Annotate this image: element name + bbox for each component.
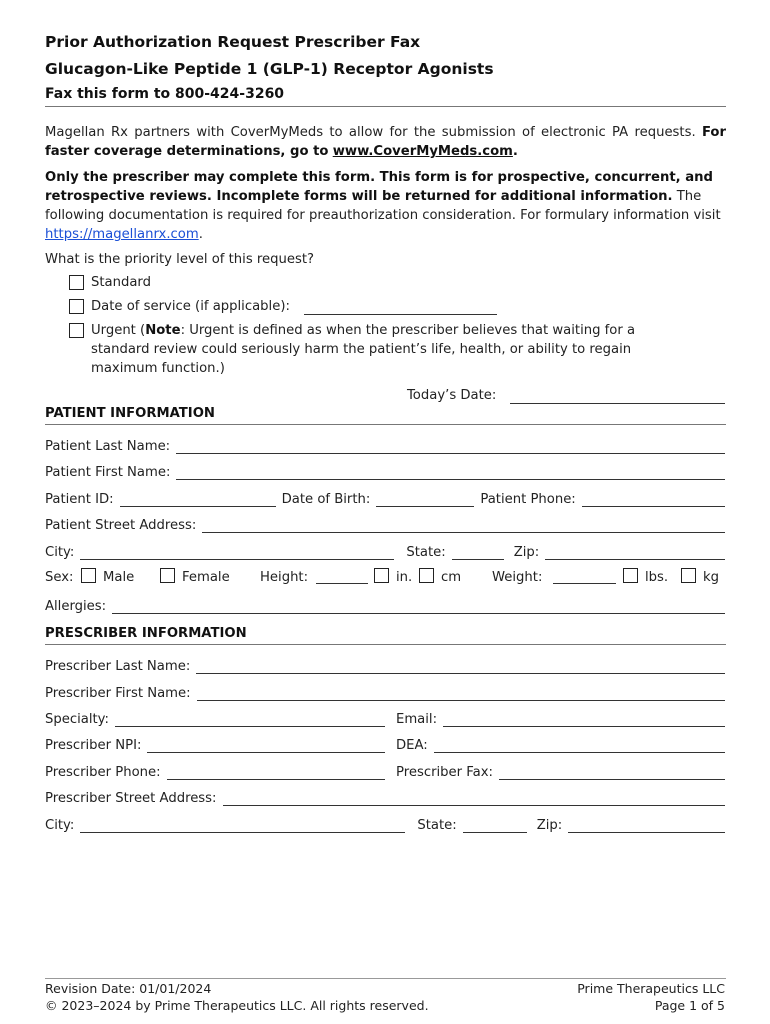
specialty-label: Specialty:: [45, 712, 109, 727]
prescriber-zip-label: Zip:: [536, 818, 563, 833]
lbs-label: lbs.: [645, 570, 669, 585]
patient-zip-field[interactable]: [545, 545, 725, 560]
prescriber-last-name-field[interactable]: [196, 659, 725, 674]
patient-phone-label: Patient Phone:: [480, 492, 576, 507]
patient-state-label: State:: [406, 545, 446, 560]
allergies-row: [45, 594, 725, 614]
footer-divider: [45, 978, 726, 979]
cm-label: cm: [441, 570, 462, 585]
form-subtitle: Glucagon-Like Peptide 1 (GLP-1) Receptor Agonists: [45, 60, 494, 78]
patient-last-name-label: Patient Last Name:: [45, 439, 171, 454]
intro-paragraph-2: Only the prescriber may complete this form. This form is for prospective, concurrent, and retrospective reviews. Incomplete forms will be returned for additional information. The following documentation is required for preauthorization consideration. For formulary information visit https://magellanrx.com.: [45, 170, 721, 242]
patient-street-row: [45, 513, 725, 533]
patient-id-field[interactable]: [120, 492, 276, 507]
patient-street-field[interactable]: [202, 518, 725, 533]
email-field[interactable]: [443, 712, 725, 727]
weight-field[interactable]: [553, 569, 616, 584]
date-of-service-label: Date of service (if applicable):: [91, 299, 290, 314]
allergies-field[interactable]: [112, 599, 725, 614]
patient-last-name-field[interactable]: [176, 439, 725, 454]
patient-section-divider: [45, 424, 726, 425]
prescriber-state-field[interactable]: [463, 818, 527, 833]
height-label: Height:: [260, 570, 309, 585]
prescriber-section-divider: [45, 644, 726, 645]
npi-row: [45, 733, 385, 753]
female-label: Female: [182, 570, 230, 585]
documentation-text: The following documentation is required for preauthorization consideration. For formulary information visit: [45, 189, 721, 223]
patient-zip-label: Zip:: [513, 545, 540, 560]
prescriber-fax-field[interactable]: [499, 765, 725, 780]
urgent-definition-line3: maximum function.): [91, 361, 225, 376]
patient-first-name-field[interactable]: [176, 465, 725, 480]
dob-field[interactable]: [376, 492, 474, 507]
weight-label: Weight:: [492, 570, 543, 585]
allergies-label: Allergies:: [45, 599, 107, 614]
date-of-service-field[interactable]: [304, 300, 497, 315]
kg-label: kg: [703, 570, 720, 585]
specialty-row: [45, 707, 385, 727]
lbs-checkbox[interactable]: [623, 568, 638, 583]
prescriber-city-label: City:: [45, 818, 75, 833]
female-checkbox[interactable]: [160, 568, 175, 583]
prescriber-notice: Only the prescriber may complete this form. This form is for prospective, concurrent, and retrospective reviews. Incomplete forms will be returned for additional information.: [45, 170, 713, 204]
fax-number: Fax this form to 800-424-3260: [45, 86, 285, 102]
urgent-label: Urgent (Note: Urgent is defined as when the prescriber believes that waiting for a: [91, 323, 636, 338]
npi-field[interactable]: [147, 738, 385, 753]
patient-first-name-label: Patient First Name:: [45, 465, 171, 480]
prescriber-last-name-row: [45, 654, 725, 674]
dea-row: [396, 733, 725, 753]
intro-text: Magellan Rx partners with CoverMyMeds to allow for the submission of electronic PA requests.: [45, 125, 696, 140]
prescriber-section-heading: PRESCRIBER INFORMATION: [45, 626, 247, 641]
dea-field[interactable]: [434, 738, 725, 753]
prescriber-fax-label: Prescriber Fax:: [396, 765, 493, 780]
prescriber-first-name-field[interactable]: [197, 686, 725, 701]
prescriber-street-field[interactable]: [223, 791, 726, 806]
todays-date-label: Today’s Date:: [407, 388, 497, 403]
height-field[interactable]: [316, 569, 368, 584]
urgent-checkbox[interactable]: [69, 323, 84, 338]
date-of-service-checkbox[interactable]: [69, 299, 84, 314]
prescriber-phone-field[interactable]: [167, 765, 385, 780]
patient-city-label: City:: [45, 545, 75, 560]
standard-checkbox[interactable]: [69, 275, 84, 290]
prescriber-street-row: [45, 786, 725, 806]
cm-checkbox[interactable]: [419, 568, 434, 583]
email-row: [396, 707, 725, 727]
email-label: Email:: [396, 712, 438, 727]
npi-label: Prescriber NPI:: [45, 738, 142, 753]
inches-checkbox[interactable]: [374, 568, 389, 583]
standard-label: Standard: [91, 275, 151, 290]
copyright: © 2023–2024 by Prime Therapeutics LLC. All rights reserved.: [45, 998, 429, 1013]
patient-city-field[interactable]: [80, 545, 394, 560]
magellanrx-link[interactable]: https://magellanrx.com: [45, 227, 199, 242]
prescriber-street-label: Prescriber Street Address:: [45, 791, 217, 806]
specialty-field[interactable]: [115, 712, 385, 727]
prescriber-phone-row: [45, 760, 385, 780]
prescriber-city-row: [45, 813, 725, 833]
patient-street-label: Patient Street Address:: [45, 518, 197, 533]
covermymeds-link[interactable]: www.CoverMyMeds.com: [332, 144, 513, 159]
prescriber-zip-field[interactable]: [568, 818, 725, 833]
patient-id-label: Patient ID:: [45, 492, 114, 507]
header-divider: [45, 106, 726, 107]
prescriber-fax-row: [396, 760, 725, 780]
inches-label: in.: [396, 570, 413, 585]
patient-state-field[interactable]: [452, 545, 504, 560]
revision-date: Revision Date: 01/01/2024: [45, 981, 212, 996]
male-label: Male: [103, 570, 135, 585]
sex-label: Sex:: [45, 570, 74, 585]
todays-date-field[interactable]: [510, 389, 725, 404]
priority-question: What is the priority level of this request?: [45, 252, 315, 267]
kg-checkbox[interactable]: [681, 568, 696, 583]
intro-bold: For faster coverage determinations, go to: [45, 125, 726, 159]
prescriber-first-name-row: [45, 681, 725, 701]
patient-last-name-row: [45, 434, 725, 454]
prescriber-last-name-label: Prescriber Last Name:: [45, 659, 191, 674]
patient-phone-field[interactable]: [582, 492, 725, 507]
prescriber-state-label: State:: [417, 818, 457, 833]
patient-first-name-row: [45, 460, 725, 480]
patient-section-heading: PATIENT INFORMATION: [45, 406, 215, 421]
dob-label: Date of Birth:: [281, 492, 371, 507]
prescriber-first-name-label: Prescriber First Name:: [45, 686, 191, 701]
patient-id-row: [45, 487, 725, 507]
patient-city-row: [45, 540, 725, 560]
male-checkbox[interactable]: [81, 568, 96, 583]
prescriber-city-field[interactable]: [80, 818, 405, 833]
page-number: Page 1 of 5: [654, 998, 725, 1013]
company-name: Prime Therapeutics LLC: [577, 981, 725, 996]
urgent-definition-line2: standard review could seriously harm the patient’s life, health, or ability to regain: [91, 342, 632, 357]
intro-paragraph-1: Magellan Rx partners with CoverMyMeds to allow for the submission of electronic PA requests. For faster coverage determinations, go to www.CoverMyMeds.com.: [45, 125, 726, 159]
dea-label: DEA:: [396, 738, 428, 753]
form-title: Prior Authorization Request Prescriber Fax: [45, 33, 421, 51]
prescriber-phone-label: Prescriber Phone:: [45, 765, 161, 780]
